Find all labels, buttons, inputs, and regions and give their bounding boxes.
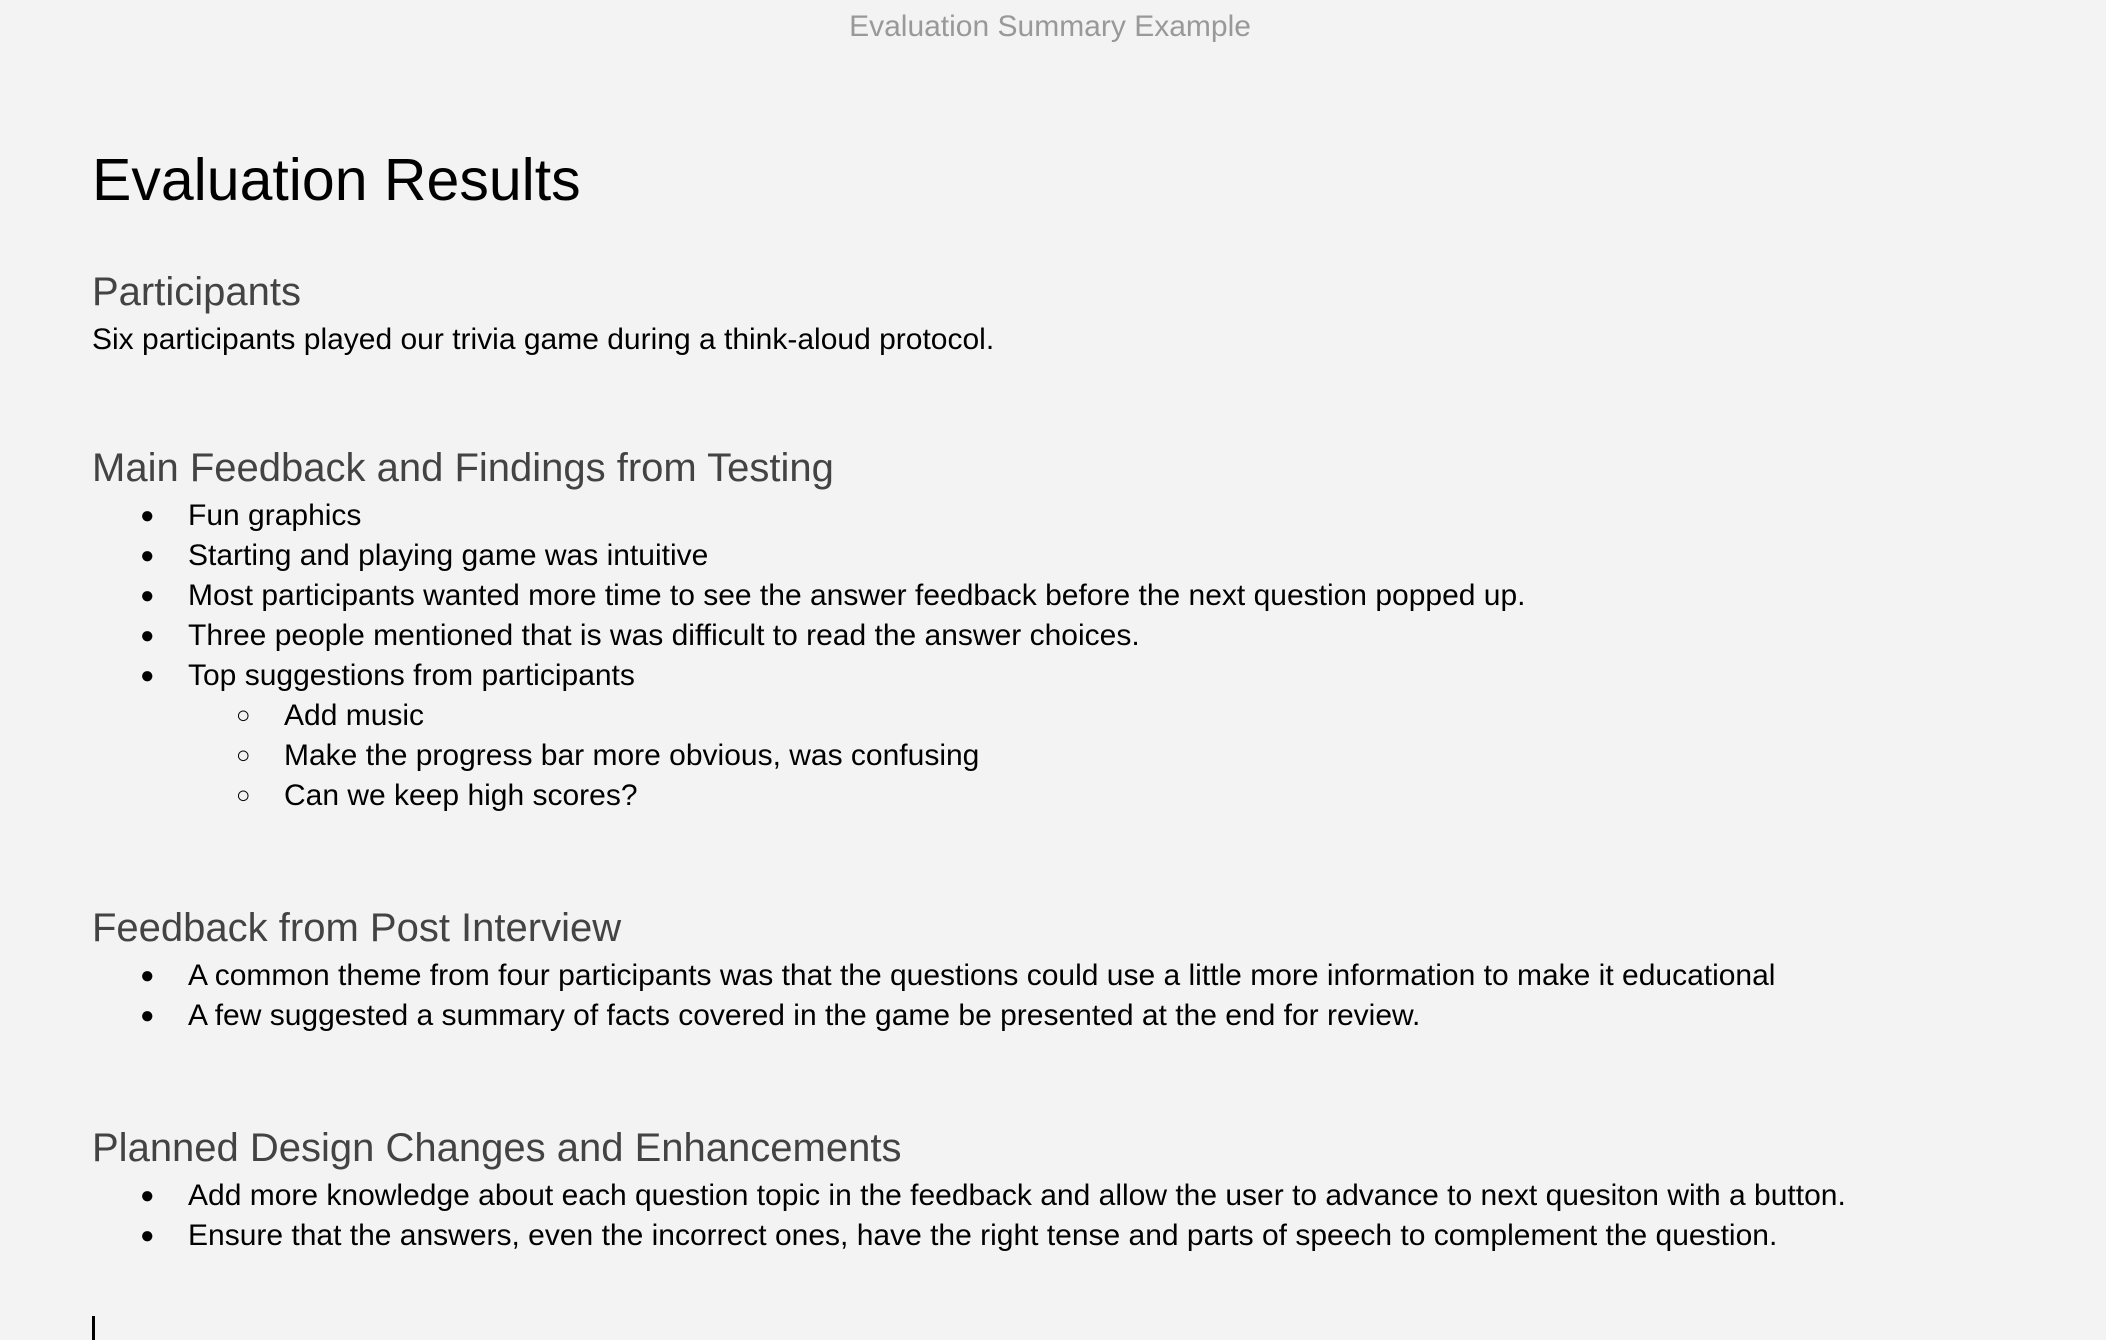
document-header-title: Evaluation Summary Example [849, 10, 1251, 43]
planned-changes-list [92, 1176, 2042, 1256]
list-item: ● Three people mentioned that is was difficult to read the answer choices. [92, 616, 2042, 656]
list-item: ● Ensure that the answers, even the incorrect ones, have the right tense and parts of speech to complement the question. [92, 1216, 2042, 1256]
participants-heading: Participants [92, 270, 301, 314]
list-item: ● A common theme from four participants was that the questions could use a little more information to make it educational [92, 956, 2042, 996]
document-body[interactable] [92, 140, 2042, 1256]
participants-text: Six participants played our trivia game during a think-aloud protocol. [92, 323, 995, 356]
list-item: ● A few suggested a summary of facts covered in the game be presented at the end for review. [92, 996, 2042, 1036]
list-item: ● Most participants wanted more time to see the answer feedback before the next question popped up. [92, 576, 2042, 616]
sublist-item: ○ Make the progress bar more obvious, was confusing [92, 736, 2042, 776]
sublist-item: ○ Add music [92, 696, 2042, 736]
main-feedback-heading: Main Feedback and Findings from Testing [92, 446, 834, 490]
post-interview-list [92, 956, 2042, 1036]
planned-changes-heading: Planned Design Changes and Enhancements [92, 1126, 902, 1170]
sublist-item: ○ Can we keep high scores? [92, 776, 2042, 816]
post-interview-heading: Feedback from Post Interview [92, 906, 622, 950]
main-feedback-list [92, 496, 2042, 816]
list-item: ● Fun graphics [92, 496, 2042, 536]
list-item: ● Add more knowledge about each question topic in the feedback and allow the user to advance to next quesiton with a button. [92, 1176, 2042, 1216]
list-item: ● Starting and playing game was intuitive [92, 536, 2042, 576]
list-item: ● Top suggestions from participants [92, 656, 2042, 696]
document-title: Evaluation Results [92, 147, 581, 213]
text-cursor [92, 1316, 95, 1340]
